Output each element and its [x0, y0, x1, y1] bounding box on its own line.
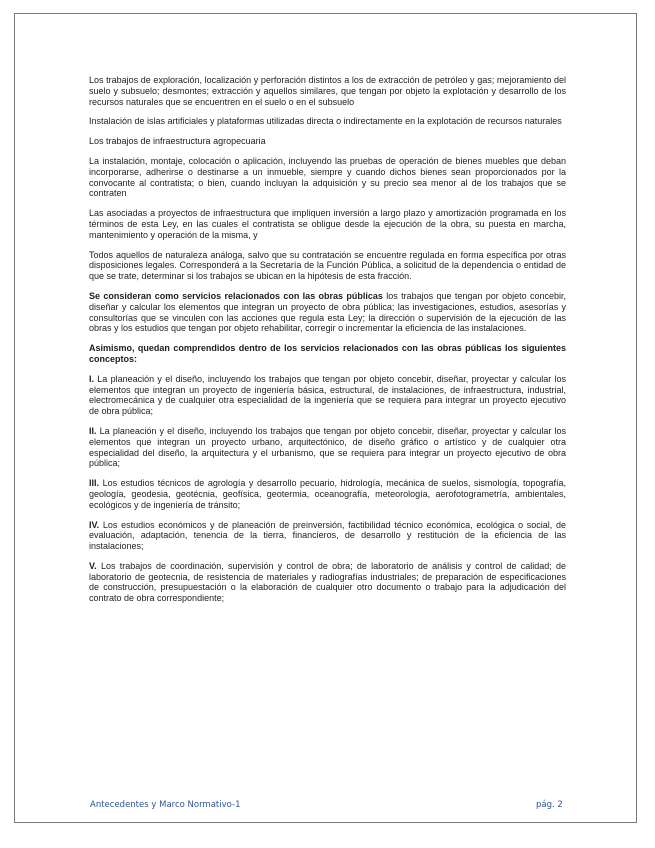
roman-numeral: III.: [89, 478, 100, 489]
section-heading: [89, 343, 566, 365]
paragraph: Se consideran como servicios relacionados con las obras públicas los trabajos que tengan por objeto concebir, diseñar y calcular los elementos que integran un proyecto de obra pública; las investigaciones, estudios, asesorías y consultorías que se vinculen con las acciones que regula esta Ley; la dirección o supervisión de la ejecución de las obras y los estudios que tengan por objeto rehabilitar, corregir o incrementar la eficiencia de las instalaciones.: [89, 290, 567, 334]
bold-lead: Asimismo, quedan comprendidos dentro de los servicios relacionados con las obras públicas los siguientes conceptos:: [89, 343, 566, 364]
list-item: II. La planeación y el diseño, incluyendo los trabajos que tengan por objeto concebir, diseñar, proyectar y calcular los elementos que integran un proyecto urbano, arquitectónico, de diseño gráfico o artístico y de cualquier otra especialidad del diseño, la arquitectura y el urbanismo, que se requiera para integrar un proyecto ejecutivo de obra pública;: [89, 425, 566, 469]
paragraph: Instalación de islas artificiales y plataformas utilizadas directa o indirectamente en la explotación de recursos naturales: [89, 116, 562, 127]
paragraph: Los trabajos de exploración, localización y perforación distintos a los de extracción de petróleo y gas; mejoramiento del suelo y subsuelo; desmontes; extracción y aquellos similares, que tengan por objeto la explotación y desarrollo de los recursos naturales que se encuentren en el suelo o en el subsuelo: [89, 75, 566, 107]
roman-numeral: II.: [89, 425, 97, 436]
list-item: III. Los estudios técnicos de agrología y desarrollo pecuario, hidrología, mecánica de suelos, sismología, topografía, geología, geodesia, geotécnia, geofísica, geotermia, oceanografía, meteorología, aerofotogrametría, ambientales, ecológicos y de ingeniería de tránsito;: [89, 478, 566, 510]
paragraph: La instalación, montaje, colocación o aplicación, incluyendo las pruebas de operación de bienes muebles que deban incorporarse, adherirse o destinarse a un inmueble, siempre y cuando dichos bienes sean proporcionados por la convocante al contratista; o bien, cuando incluyan la adquisición y su precio sea menor al de los trabajos que se contraten: [89, 155, 566, 199]
footer-section-title: Antecedentes y Marco Normativo-1: [90, 800, 241, 810]
bold-lead: Se consideran como servicios relacionados con las obras públicas: [89, 290, 383, 301]
footer-page-number: pág. 2: [536, 800, 563, 810]
paragraph: Los trabajos de infraestructura agropecuaria: [89, 136, 266, 147]
list-item: I. La planeación y el diseño, incluyendo los trabajos que tengan por objeto concebir, diseñar, proyectar y calcular los elementos que integran un proyecto de ingeniería básica, estructural, de instalaciones, de infraestructura, industrial, electromecánica y de cualquier otra especialidad de la ingeniería que se requiera para integrar un proyecto ejecutivo de obra pública;: [89, 373, 566, 417]
roman-numeral: V.: [89, 560, 97, 571]
paragraph: Las asociadas a proyectos de infraestructura que impliquen inversión a largo plazo y amortización programada en los términos de esta Ley, en las cuales el contratista se obligue desde la ejecución de la obra, su puesta en marcha, mantenimiento y operación de la misma, y: [89, 208, 566, 240]
roman-numeral: IV.: [89, 519, 100, 530]
paragraph: Todos aquellos de naturaleza análoga, salvo que su contratación se encuentre regulada en forma específica por otras disposiciones legales. Corresponderá a la Secretaría de la Función Pública, a solicitud de la dependencia o entidad de que se trate, determinar si los trabajos se ubican en la hipótesis de esta fracción.: [89, 249, 566, 282]
list-item: IV. Los estudios económicos y de planeación de preinversión, factibilidad técnico económica, ecológica o social, de evaluación, adaptación, tenencia de la tierra, financieros, de desarrollo y restitución de la eficiencia de las instalaciones;: [89, 519, 566, 552]
list-item: V. Los trabajos de coordinación, supervisión y control de obra; de laboratorio de análisis y control de calidad; de laboratorio de geotecnia, de resistencia de materiales y radiografías industriales; de preparación de especificaciones de construcción, presupuestación o la elaboración de cualquier otro documento o trabajo para la adjudicación del contrato de obra correspondiente;: [89, 560, 566, 604]
document-body: [89, 75, 566, 613]
roman-numeral: I.: [89, 373, 95, 384]
